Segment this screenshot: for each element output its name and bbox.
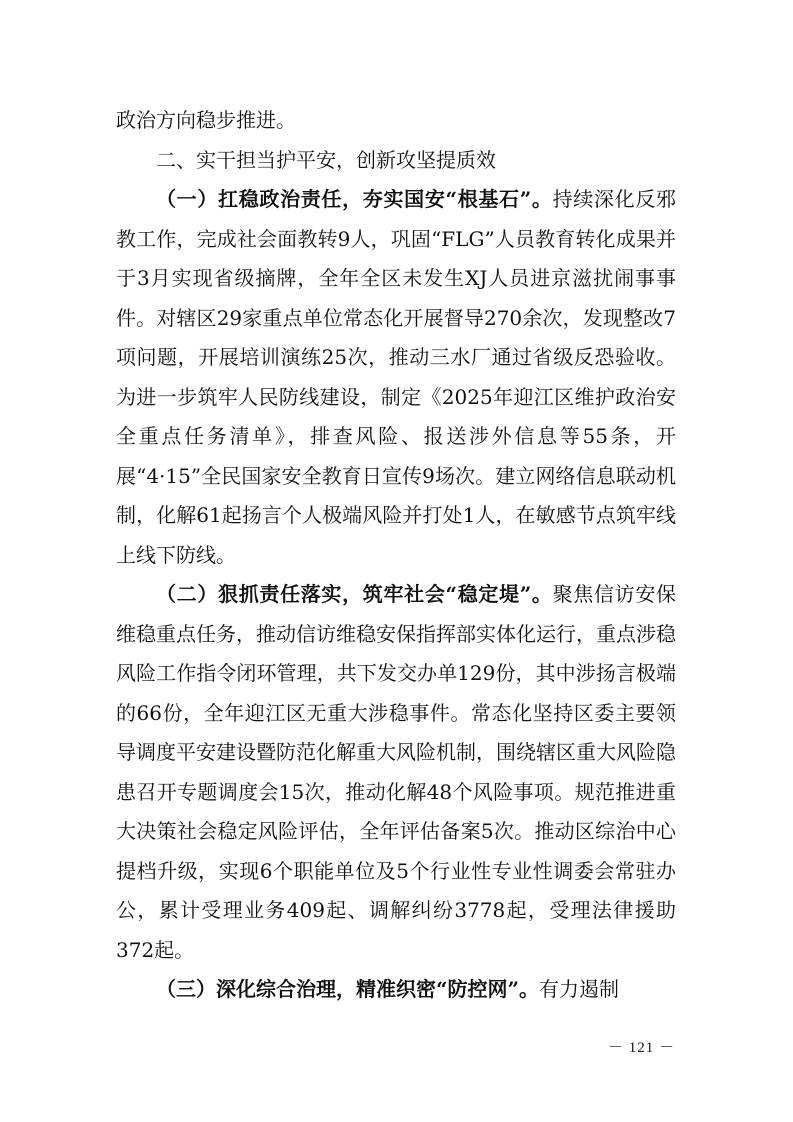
document-body: [116, 101, 676, 1010]
paragraph-lead: （一）扛稳政治责任，夯实国安“根基石”。: [156, 187, 553, 211]
paragraph-lead: （三）深化综合治理，精准织密“防控网”。: [156, 977, 540, 1001]
paragraph-body: 聚焦信访安保维稳重点任务，推动信访维稳安保指挥部实体化运行，重点涉稳风险工作指令闭环管理，共下发交办单129份，其中涉扬言极端的66份，全年迎江区无重大涉稳事件。常态化坚持区委主要领导调度平安建设暨防范化解重大风险机制，围绕辖区重大风险隐患召开专题调度会15次，推动化解48个风险事项。规范推进重大决策社会稳定风险评估，全年评估备案5次。推动区综治中心提档升级，实现6个职能单位及5个行业性专业性调委会常驻办公，累计受理业务409起、调解纠纷3778起，受理法律援助372起。: [116, 582, 677, 962]
paragraph-social-stability: [116, 575, 676, 970]
continuation-text: 政治方向稳步推进。: [116, 108, 296, 132]
paragraph-body: 持续深化反邪教工作，完成社会面教转9人，巩固“FLG”人员教育转化成果并于3月实现省级摘牌，全年全区未发生XJ人员进京滋扰闹事事件。对辖区29家重点单位常态化开展督导270余次，发现整改7项问题，开展培训演练25次，推动三水厂通过省级反恐验收。为进一步筑牢人民防线建设，制定《2025年迎江区维护政治安全重点任务清单》，排查风险、报送涉外信息等55条，开展“4·15”全民国家安全教育日宣传9场次。建立网络信息联动机制，化解61起扬言个人极端风险并打处1人，在敏感节点筑牢线上线下防线。: [116, 187, 677, 567]
paragraph-political-security: [116, 180, 676, 575]
paragraph-comprehensive-governance: [116, 970, 676, 1010]
page-number: － 121 －: [607, 1040, 675, 1056]
paragraph-body: 有力遏制: [539, 977, 620, 1001]
section-heading: 二、实干担当护平安，创新攻坚提质效: [156, 147, 496, 172]
paragraph-lead: （二）狠抓责任落实，筑牢社会“稳定堤”。: [156, 582, 553, 606]
